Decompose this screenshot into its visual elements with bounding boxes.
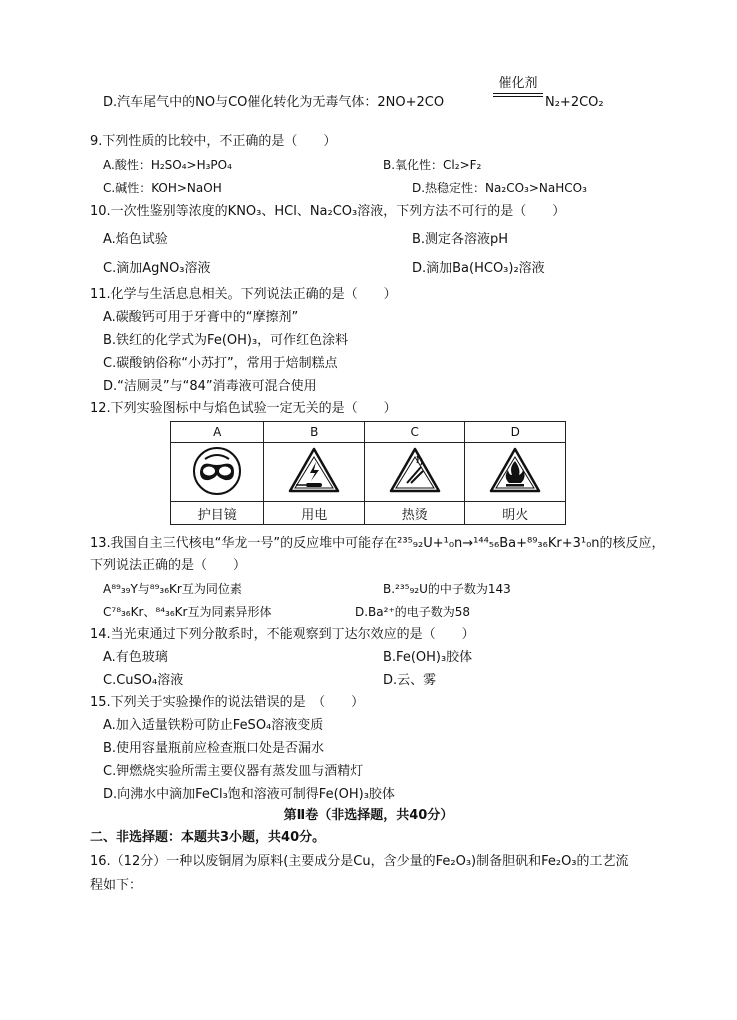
q9-option-c: C.碱性：KOH>NaOH <box>103 181 222 195</box>
part2-title: 第Ⅱ卷（非选择题，共40分） <box>283 808 454 823</box>
q13-stem-line2: 下列说法正确的是（ ） <box>90 558 247 573</box>
q10-option-c: C.滴加AgNO₃溶液 <box>103 261 211 276</box>
catalyst-label: 催化剂 <box>498 76 538 91</box>
open-flame-icon-cell <box>465 443 566 502</box>
q11-option-c: C.碳酸钠俗称“小苏打”，常用于焙制糕点 <box>103 356 338 371</box>
q8-option-d: D.汽车尾气中的NO与CO催化转化为无毒气体：2NO+2CO <box>103 95 445 110</box>
label-goggles: 护目镜 <box>171 502 264 525</box>
col-header-c: C <box>364 422 465 443</box>
goggles-icon <box>191 445 243 497</box>
q14-option-b: B.Fe(OH)₃胶体 <box>383 650 473 665</box>
open-flame-icon <box>487 445 543 497</box>
q16-line1: 16.（12分）一种以废铜屑为原料(主要成分是Cu，含少量的Fe₂O₃)制备胆矾和Fe₂O₃的工艺流 <box>90 854 629 869</box>
q9-option-a: A.酸性：H₂SO₄>H₃PO₄ <box>103 158 232 172</box>
col-header-b: B <box>264 422 365 443</box>
q15-option-d: D.向沸水中滴加FeCl₃饱和溶液可制得Fe(OH)₃胶体 <box>103 787 395 802</box>
label-electricity: 用电 <box>264 502 365 525</box>
label-flame: 明火 <box>465 502 566 525</box>
q15-option-a: A.加入适量铁粉可防止FeSO₄溶液变质 <box>103 718 324 733</box>
equals-arrow <box>493 93 543 97</box>
q15-stem: 15.下列关于实验操作的说法错误的是 （ ） <box>90 695 365 710</box>
q11-option-d: D.“洁厕灵”与“84”消毒液可混合使用 <box>103 379 317 394</box>
q10-option-b: B.测定各溶液pH <box>412 232 509 247</box>
q13-stem-line1: 13.我国自主三代核电“华龙一号”的反应堆中可能存在²³⁵₉₂U+¹₀n→¹⁴⁴₅₆Ba+⁸⁹₃₆Kr+3¹₀n的核反应， <box>90 536 665 551</box>
q14-option-d: D.云、雾 <box>383 673 437 688</box>
catalyst-arrow <box>493 77 543 97</box>
q9-option-b: B.氧化性：Cl₂>F₂ <box>383 158 482 172</box>
section-heading: 二、非选择题：本题共3小题，共40分。 <box>90 830 326 845</box>
safety-icons-table <box>170 421 566 525</box>
col-header-a: A <box>171 422 264 443</box>
q10-option-a: A.焰色试验 <box>103 232 168 247</box>
q13-option-a: A⁸⁹₃₉Y与⁸⁹₃₆Kr互为同位素 <box>103 582 242 596</box>
q11-option-a: A.碳酸钙可用于牙膏中的“摩擦剂” <box>103 310 299 325</box>
q13-option-b: B.²³⁵₉₂U的中子数为143 <box>383 582 511 596</box>
electricity-icon <box>286 445 342 497</box>
label-hot: 热烫 <box>364 502 465 525</box>
q14-stem: 14.当光束通过下列分散系时，不能观察到丁达尔效应的是（ ） <box>90 627 475 642</box>
q14-option-a: A.有色玻璃 <box>103 650 168 665</box>
q10-option-d: D.滴加Ba(HCO₃)₂溶液 <box>412 261 545 276</box>
q13-option-c: C⁷⁸₃₆Kr、⁸⁴₃₆Kr互为同素异形体 <box>103 605 272 619</box>
q9-option-d: D.热稳定性：Na₂CO₃>NaHCO₃ <box>412 181 587 195</box>
q12-stem: 12.下列实验图标中与焰色试验一定无关的是（ ） <box>90 401 397 416</box>
hot-surface-icon-cell <box>364 443 465 502</box>
hot-surface-icon <box>387 445 443 497</box>
q15-option-c: C.钾燃烧实验所需主要仪器有蒸发皿与酒精灯 <box>103 764 364 779</box>
q16-line2: 程如下： <box>90 878 143 893</box>
q15-option-b: B.使用容量瓶前应检查瓶口处是否漏水 <box>103 741 325 756</box>
electricity-icon-cell <box>264 443 365 502</box>
col-header-d: D <box>465 422 566 443</box>
q11-stem: 11.化学与生活息息相关。下列说法正确的是（ ） <box>90 287 397 302</box>
q9-stem: 9.下列性质的比较中，不正确的是（ ） <box>90 134 337 149</box>
q10-stem: 10.一次性鉴别等浓度的KNO₃、HCl、Na₂CO₃溶液，下列方法不可行的是（ ） <box>90 204 566 219</box>
q8-products: N₂+2CO₂ <box>545 95 604 110</box>
q11-option-b: B.铁红的化学式为Fe(OH)₃，可作红色涂料 <box>103 333 349 348</box>
goggles-icon-cell <box>171 443 264 502</box>
q14-option-c: C.CuSO₄溶液 <box>103 673 184 688</box>
q13-option-d: D.Ba²⁺的电子数为58 <box>355 605 471 619</box>
